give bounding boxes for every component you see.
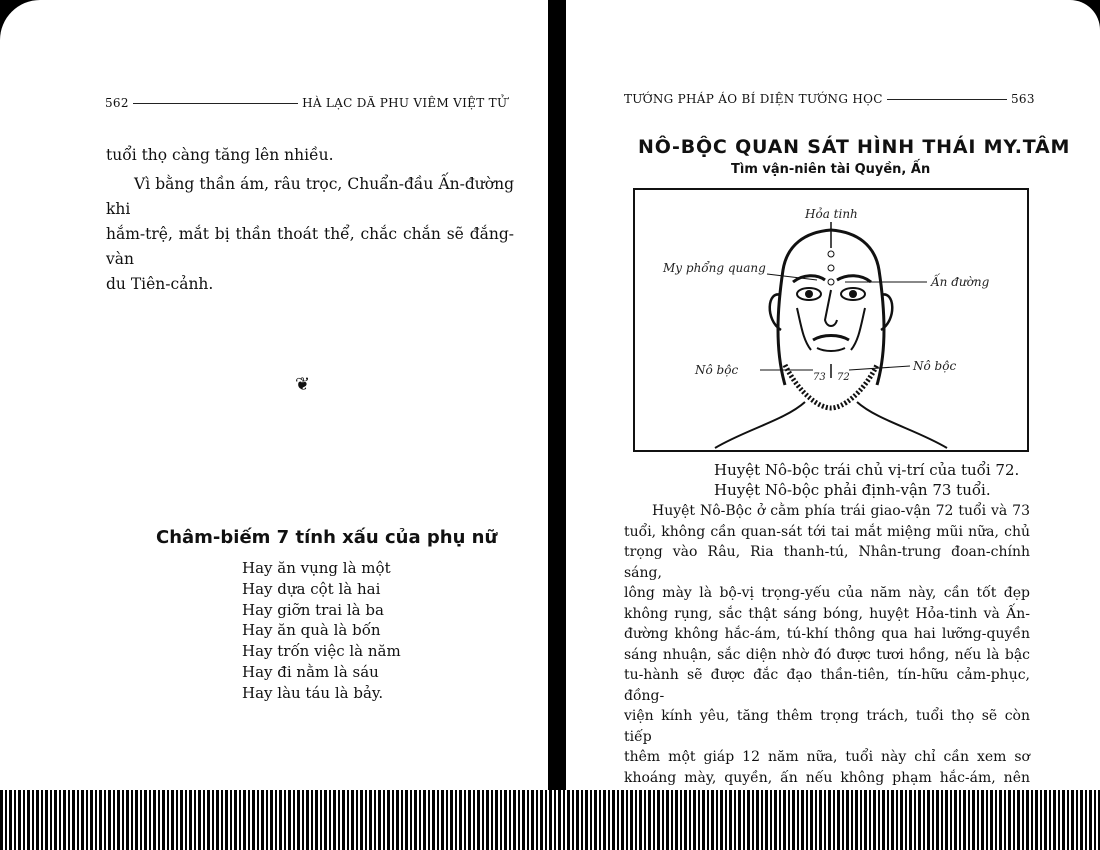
body-line: trọng vào Râu, Ria thanh-tú, Nhân-trung đoan-chính sáng, — [624, 544, 1030, 581]
body-line: không rụng, sắc thật sáng bóng, huyệt Hỏa-tinh và Ấn- — [624, 605, 1030, 622]
left-page-number: 562 — [105, 96, 129, 110]
hoa-tinh-point — [828, 251, 834, 257]
caption-line: Huyệt Nô-bộc trái chủ vị-trí của tuổi 72. — [714, 461, 1020, 479]
an-duong-point — [828, 279, 834, 285]
right-page — [566, 0, 1100, 790]
diagram-subtitle: Tìm vận-niên tài Quyền, Ấn — [731, 162, 931, 177]
poem-line: Hay ăn vụng là một — [242, 559, 391, 577]
label-an-duong: Ấn đường — [931, 275, 990, 289]
section-title: Châm-biếm 7 tính xấu của phụ nữ — [156, 527, 498, 548]
right-page-number: 563 — [1010, 92, 1035, 106]
body-line: tuổi, không cần quan-sát tới tai mắt miệng mũi nữa, chủ — [624, 523, 1030, 540]
poem-line: Hay làu táu là bảy. — [242, 683, 384, 702]
right-shoulder — [857, 402, 947, 448]
poem-line: Hay giỡn trai là ba — [242, 600, 384, 619]
body-line: thêm một giáp 12 năm nữa, tuổi này chỉ cần xem sơ — [624, 749, 1030, 765]
label-hoa-tinh: Hỏa tinh — [805, 207, 858, 221]
label-73: 73 — [813, 372, 826, 383]
left-paragraph-1: tuổi thọ càng tăng lên nhiều. — [106, 146, 334, 164]
nose — [825, 290, 837, 326]
body-line: sáng nhuận, sắc diện nhờ đó được tươi hồng, nếu là bậc — [624, 646, 1030, 663]
left-page — [0, 0, 548, 790]
face-illustration — [635, 190, 1027, 450]
poem-line: Hay đi nằm là sáu — [242, 662, 379, 681]
label-my-phong-quang: My phổng quang — [663, 261, 766, 275]
caption-line: Huyệt Nô-bộc phải định-vận 73 tuổi. — [714, 481, 991, 499]
body-line: tu-hành sẽ được đắc đạo thần-tiên, tín-hữu cảm-phục, đồng- — [624, 667, 1030, 704]
poem-line: Hay dựa cột là hai — [242, 579, 381, 598]
left-running-header — [105, 96, 515, 110]
poem-line: Hay ăn quà là bốn — [242, 621, 381, 640]
right-header-title: TƯỚNG PHÁP ÁO BÍ DIỆN TƯỚNG HỌC — [624, 92, 883, 106]
left-shoulder — [715, 402, 805, 448]
poem — [242, 558, 401, 704]
header-rule — [887, 99, 1007, 100]
body-line: Huyệt Nô-Bộc ở cằm phía trái giao-vận 72 tuổi và 73 — [652, 503, 1030, 519]
right-cheek-line — [851, 308, 865, 350]
body-line: lông mày là bộ-vị trọng-yếu của năm này, cần tốt đẹp — [624, 585, 1030, 601]
mouth — [817, 348, 845, 351]
poem-line: Hay trốn việc là năm — [242, 642, 401, 661]
right-eyebrow — [837, 276, 871, 282]
figure-captions — [714, 460, 1019, 500]
left-header-title: HÀ LẠC DÃ PHU VIÊM VIỆT TỬ — [302, 96, 508, 110]
right-running-header — [624, 92, 1034, 106]
label-72: 72 — [837, 372, 850, 383]
diagram-title: NÔ-BỘC QUAN SÁT HÌNH THÁI MY.TÂM — [638, 136, 1071, 158]
label-no-boc-left: Nô bộc — [695, 363, 739, 377]
right-pupil — [849, 290, 857, 298]
left-pupil — [805, 290, 813, 298]
label-no-boc-right: Nô bộc — [913, 359, 957, 373]
right-body-text — [624, 501, 1030, 788]
left-paragraph-2 — [106, 172, 514, 297]
head-outline — [778, 230, 884, 385]
body-line: đường không hắc-ám, tú-khí thông qua hai lưỡng-quyền — [624, 626, 1030, 642]
body-line: khoáng mày, quyền, ấn nếu không phạm hắc-ám, nên — [624, 769, 1030, 786]
header-rule — [133, 103, 298, 104]
left-cheek-line — [797, 308, 811, 350]
body-line: viện kính yêu, tăng thêm trọng trách, tuổi thọ sẽ còn tiếp — [624, 708, 1030, 745]
left-paragraph-line: du Tiên-cảnh. — [106, 275, 214, 293]
center-point — [828, 265, 834, 271]
moustache — [813, 336, 849, 341]
left-paragraph-line: hắm-trệ, mắt bị thần thoát thể, chắc chắn sẽ đắng-vàn — [106, 225, 514, 268]
fleuron-ornament: ❦ — [295, 374, 311, 395]
left-paragraph-line: Vì bằng thần ám, râu trọc, Chuẩn-đầu Ấn-đường khi — [106, 175, 514, 218]
page-edge-strip — [0, 790, 1100, 850]
face-diagram — [633, 188, 1029, 452]
book-spine — [548, 0, 566, 850]
